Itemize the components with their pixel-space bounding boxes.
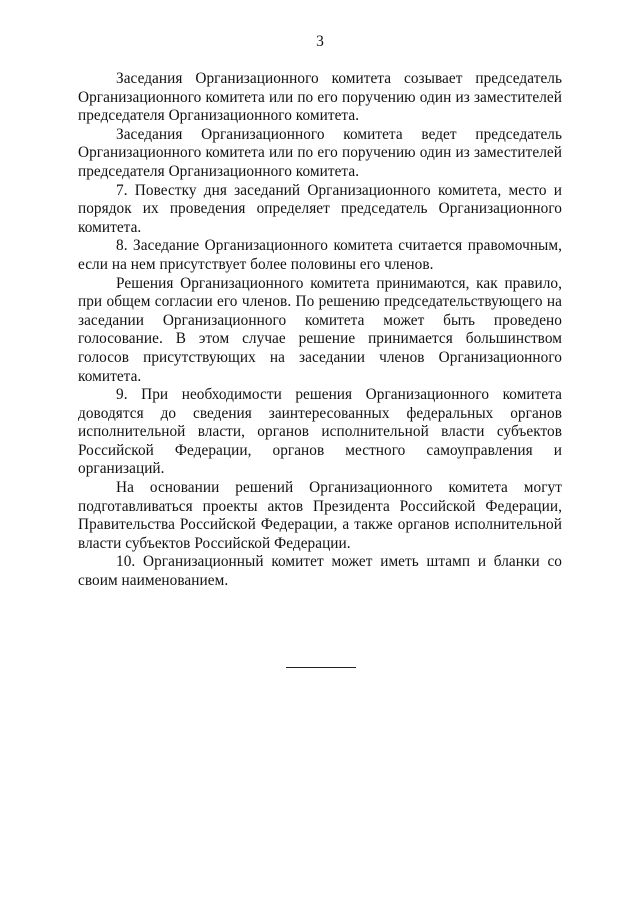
- paragraph-draft-acts: На основании решений Организационного комитета могут подготавливаться проекты актов Президента Российской Федерации, Правительства Российской Федерации, а также органов исполнительной власти субъектов Российской Федерации.: [78, 479, 562, 552]
- end-of-document-rule: [286, 667, 356, 668]
- paragraph-decisions-voting: Решения Организационного комитета принимаются, как правило, при общем согласии его членов. По решению председательствующего на заседании Организационного комитета может быть проведено голосование. В этом случае решение принимается большинством голосов присутствующих на заседании членов Организационного комитета.: [78, 274, 562, 385]
- paragraph-7-agenda: 7. Повестку дня заседаний Организационного комитета, место и порядок их проведения определяет председатель Организационного комитета.: [78, 181, 562, 236]
- paragraph-meetings-chaired: Заседания Организационного комитета ведет председатель Организационного комитета или по его поручению один из заместителей председателя Организационного комитета.: [78, 125, 562, 180]
- paragraph-meetings-convened: Заседания Организационного комитета созывает председатель Организационного комитета или по его поручению один из заместителей председателя Организационного комитета.: [78, 70, 562, 125]
- paragraph-8-quorum: 8. Заседание Организационного комитета считается правомочным, если на нем присутствует более половины его членов.: [78, 237, 562, 273]
- document-body: [78, 70, 562, 591]
- paragraph-10-stamp: 10. Организационный комитет может иметь штамп и бланки со своим наименованием.: [78, 553, 562, 590]
- page-number: 3: [316, 33, 324, 50]
- paragraph-9-notification: 9. При необходимости решения Организационного комитета доводятся до сведения заинтересованных федеральных органов исполнительной власти, органов исполнительной власти субъектов Российской Федерации, органов местного самоуправления и организаций.: [78, 386, 562, 478]
